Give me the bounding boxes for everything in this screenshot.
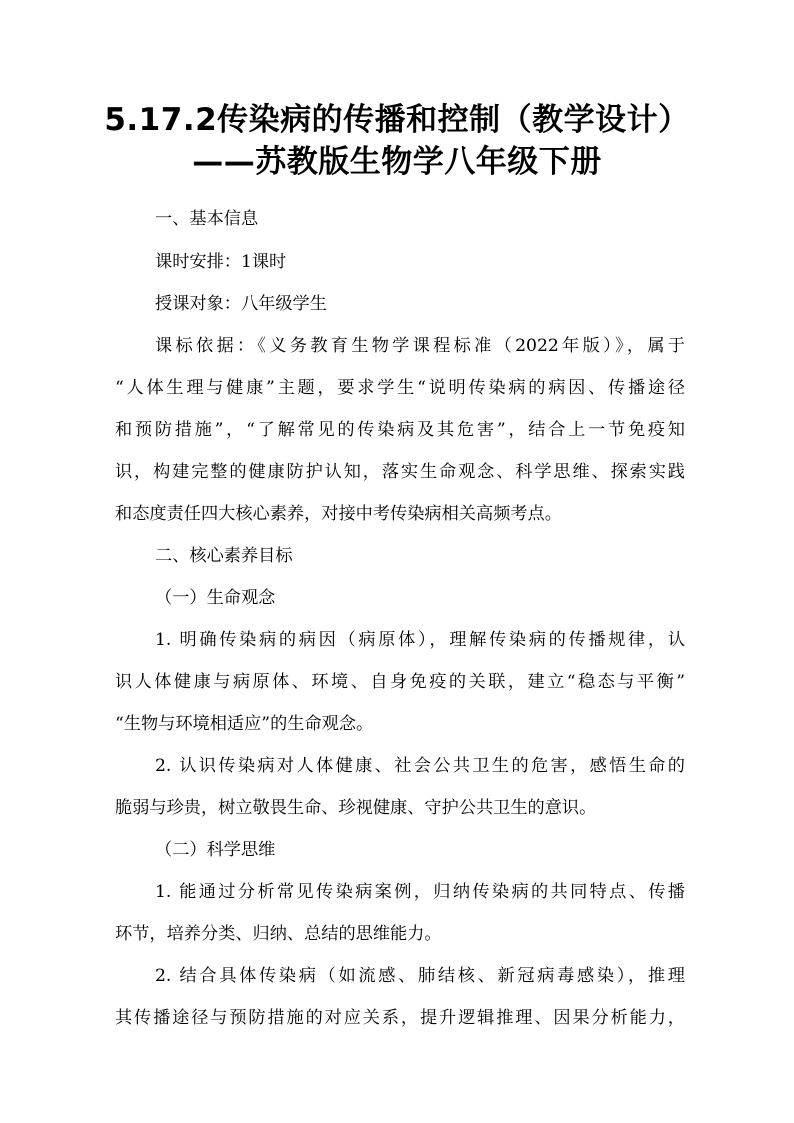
basis-paragraph-line: “人体生理与健康”主题，要求学生“说明传染病的病因、传播途径 bbox=[115, 378, 685, 398]
section-heading-basic-info: 一、基本信息 bbox=[155, 209, 259, 229]
life-concept-item-1-line: 1. 明确传染病的病因（病原体），理解传染病的传播规律，认 bbox=[155, 630, 685, 650]
life-concept-item-1-line: 识人体健康与病原体、环境、自身免疫的关联，建立“稳态与平衡” bbox=[115, 672, 685, 692]
document-title-line-2: ——苏教版生物学八年级下册 bbox=[192, 144, 602, 180]
subsection-heading-life-concept: （一）生命观念 bbox=[155, 588, 276, 608]
subsection-heading-scientific-thinking: （二）科学思维 bbox=[155, 840, 276, 860]
life-concept-item-2-line: 脆弱与珍贵，树立敬畏生命、珍视健康、守护公共卫生的意识。 bbox=[115, 798, 597, 818]
scientific-thinking-item-1-line: 环节，培养分类、归纳、总结的思维能力。 bbox=[115, 924, 442, 944]
scientific-thinking-item-2-line: 2. 结合具体传染病（如流感、肺结核、新冠病毒感染），推理 bbox=[155, 966, 685, 986]
life-concept-item-2-line: 2. 认识传染病对人体健康、社会公共卫生的危害，感悟生命的 bbox=[155, 756, 685, 776]
document-title-line-1: 5.17.2传染病的传播和控制（教学设计） bbox=[104, 102, 690, 138]
basis-paragraph-line: 和态度责任四大核心素养，对接中考传染病相关高频考点。 bbox=[115, 504, 562, 524]
section-heading-core-goals: 二、核心素养目标 bbox=[155, 546, 293, 566]
schedule-line: 课时安排：1课时 bbox=[155, 252, 287, 272]
audience-line: 授课对象：八年级学生 bbox=[155, 294, 327, 314]
basis-paragraph-line: 识，构建完整的健康防护认知，落实生命观念、科学思维、探索实践 bbox=[115, 462, 685, 482]
basis-paragraph-line: 和预防措施”，“了解常见的传染病及其危害”，结合上一节免疫知 bbox=[115, 420, 685, 440]
basis-paragraph-line: 课标依据：《义务教育生物学课程标准（2022年版）》，属于 bbox=[155, 336, 685, 356]
scientific-thinking-item-1-line: 1. 能通过分析常见传染病案例，归纳传染病的共同特点、传播 bbox=[155, 882, 685, 902]
scientific-thinking-item-2-line: 其传播途径与预防措施的对应关系，提升逻辑推理、因果分析能力， bbox=[115, 1008, 685, 1028]
life-concept-item-1-line: “生物与环境相适应”的生命观念。 bbox=[115, 714, 374, 734]
